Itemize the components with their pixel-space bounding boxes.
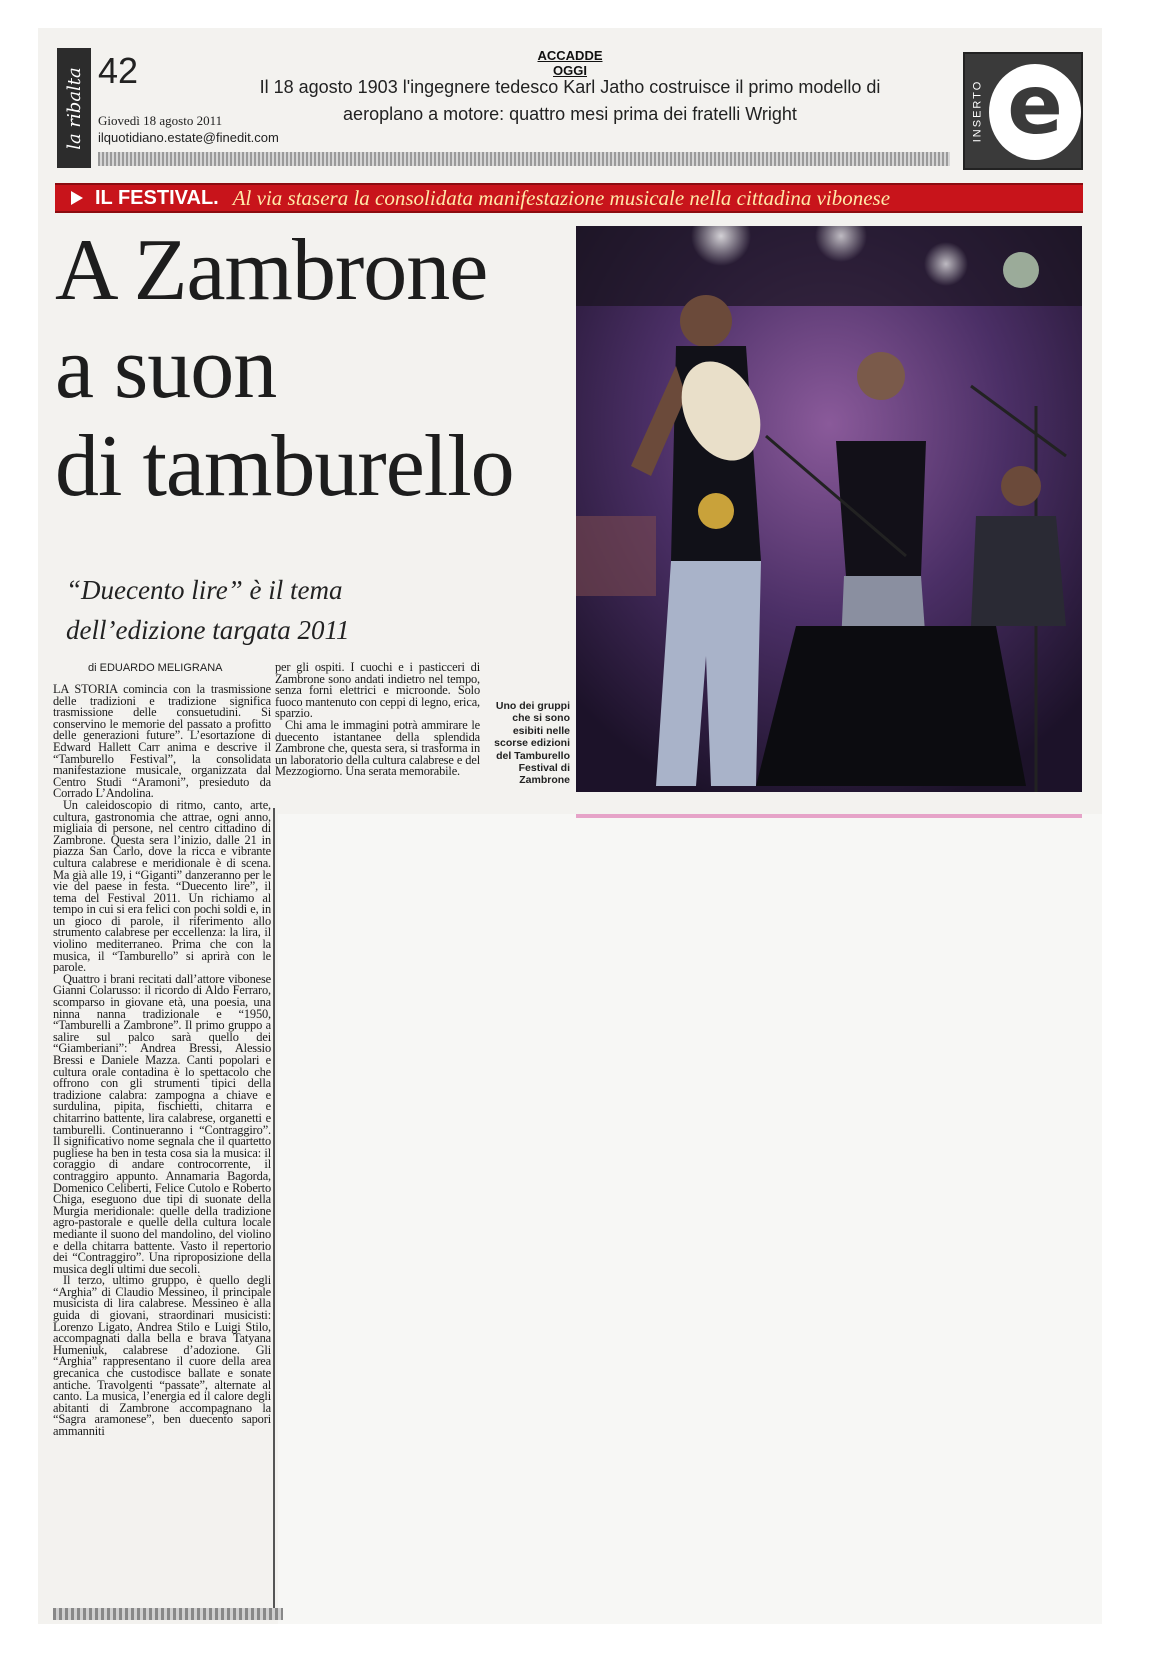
subheadline: “Duecento lire” è il tema dell’edizione targata 2011 — [66, 575, 350, 645]
photo-caption: Uno dei gruppi che si sono esibiti nelle scorse edizioni del Tamburello Festival di Zambrone — [494, 700, 570, 787]
bottom-rule — [53, 1608, 283, 1620]
play-arrow-icon — [71, 191, 83, 205]
paragraph: LA STORIA comincia con la trasmissione delle tradizioni e tradizione significa trasmissione delle consuetudini. Si conservino le memorie del passato a profitto delle generazioni future”. L’esortazione di Edward Hallett Carr anima e descrive il “Tamburello Festival”, la consolidata manifestazione musicale, organizzata dal Centro Studi “Aramoni”, presieduto da Corrado L’Andolina. — [53, 684, 271, 801]
banner-kicker: IL FESTIVAL. — [95, 186, 219, 209]
byline: di EDUARDO MELIGRANA — [88, 662, 223, 674]
page-number: 42 — [98, 50, 139, 91]
paragraph: per gli ospiti. I cuochi e i pasticceri di Zambrone sono andati indietro nel tempo, senza forni elettrici e microonde. Solo fuoco mantenuto con ceppi di legno, erica, sparzio. — [275, 662, 480, 721]
article-column-1 — [53, 684, 271, 1604]
festival-banner — [55, 183, 1083, 213]
paragraph: Quattro i brani recitati dall’attore vibonese Gianni Colarusso: il ricordo di Aldo Ferraro, scomparso in giovane età, una poesia, una ninna nanna tradizionale e “1950, “Tamburelli a Zambrone”. Il primo gruppo a salire sul palco sarà quello dei “Giamberiani”: Andrea Bressi, Alessio Bressi e Daniele Mazza. Canti popolari e cultura orale contadina è lo spettacolo che offrono con gli strumenti tipici della tradizione calabra: zampogna a chiave e surdulina, pipita, fischietti, chitarra e chitarrino battente, lira calabrese, organetti e tamburelli. Continueranno i “Contraggiro”. Il significativo nome segnala che il quartetto pugliese ha ben in testa cosa sia la musica: il coraggio di andare controcorrente, il contraggiro appunto. Annamaria Bagorda, Domenico Celiberti, Felice Cutolo e Roberto Chiga, eseguono due tipi di suonate della Murgia meridionale: quelle della tradizione agro-pastorale e quelle della cultura locale mediante il suono del mandolino, del violino e della chitarra battente. Vasto il repertorio dei “Contraggiro”. Una riproposizione della musica degli ultimi due secoli. — [53, 971, 271, 1276]
section-label: la ribalta — [57, 48, 91, 168]
inserto-e-icon: e — [1007, 58, 1063, 153]
headline-line-3: di tamburello — [55, 418, 514, 515]
headline — [55, 222, 575, 516]
headline-line-1: A Zambrone — [55, 222, 488, 319]
contact-email: ilquotidiano.estate@finedit.com — [98, 130, 279, 145]
photo-bottom-rule — [576, 814, 1082, 818]
inserto-label: INSERTO — [971, 79, 983, 143]
header-rule — [98, 152, 950, 166]
concert-photo-illustration — [576, 226, 1082, 792]
blank-area — [278, 814, 1102, 1624]
headline-line-2: a suon — [55, 320, 277, 417]
accadde-oggi-text: Il 18 agosto 1903 l'ingegnere tedesco Karl Jatho costruisce il primo modello di aeroplano a motore: quattro mesi prima dei fratelli Wright — [259, 77, 881, 124]
article-column-2 — [275, 662, 480, 792]
issue-date: Giovedì 18 agosto 2011 — [98, 113, 223, 128]
inserto-logo — [963, 52, 1083, 170]
paragraph: Il terzo, ultimo gruppo, è quello degli “Arghia” di Claudio Messineo, il principale musicista di lira calabrese. Messineo è alla guida di giovani, straordinari musicisti: Lorenzo Ligato, Andrea Stilo e Luigi Stilo, accompagnati dalla bella e brava Tatyana Humeniuk, calabrese d’adozione. Gli “Arghia” rappresentano il cuore della area grecanica che custodisce ballate e sonate antiche. Travolgenti “passate”, alternate al canto. La musica, l’energia ed il calore degli abitanti di Zambrone accompagnano la “Sagra aramonese”, ben duecento sapori ammanniti — [53, 1273, 271, 1438]
paragraph: Un caleidoscopio di ritmo, canto, arte, cultura, gastronomia che attrae, ogni anno, migliaia di persone, nel centro cittadino di Zambrone. Questa sera l’inizio, dalle 21 in piazza San Carlo, dove la ricca e vibrante cultura calabrese e meridionale è di scena. Ma già alle 19, i “Giganti” danzeranno per le vie del paese in festa. “Duecento lire”, il tema del Festival 2011. Un richiamo al tempo in cui si era felici con pochi soldi e, in un gioco di parole, il riferimento allo strumento calabrese per eccellenza: la lira, il violino mediterraneo. Prima che con la musica, il “Tamburello” si aprirà con le parole. — [53, 797, 271, 975]
banner-text: Al via stasera la consolidata manifestazione musicale nella cittadina vibonese — [232, 185, 891, 210]
paragraph: Chi ama le immagini potrà ammirare le duecento istantanee della splendida Zambrone che, questa sera, si trasforma in un laboratorio della cultura calabrese e del Mezzogiorno. Una serata memorabile. — [275, 717, 480, 779]
column-rule — [273, 808, 275, 1608]
accadde-oggi-label: ACCADDE OGGI — [537, 48, 603, 78]
concert-photo — [576, 226, 1082, 792]
